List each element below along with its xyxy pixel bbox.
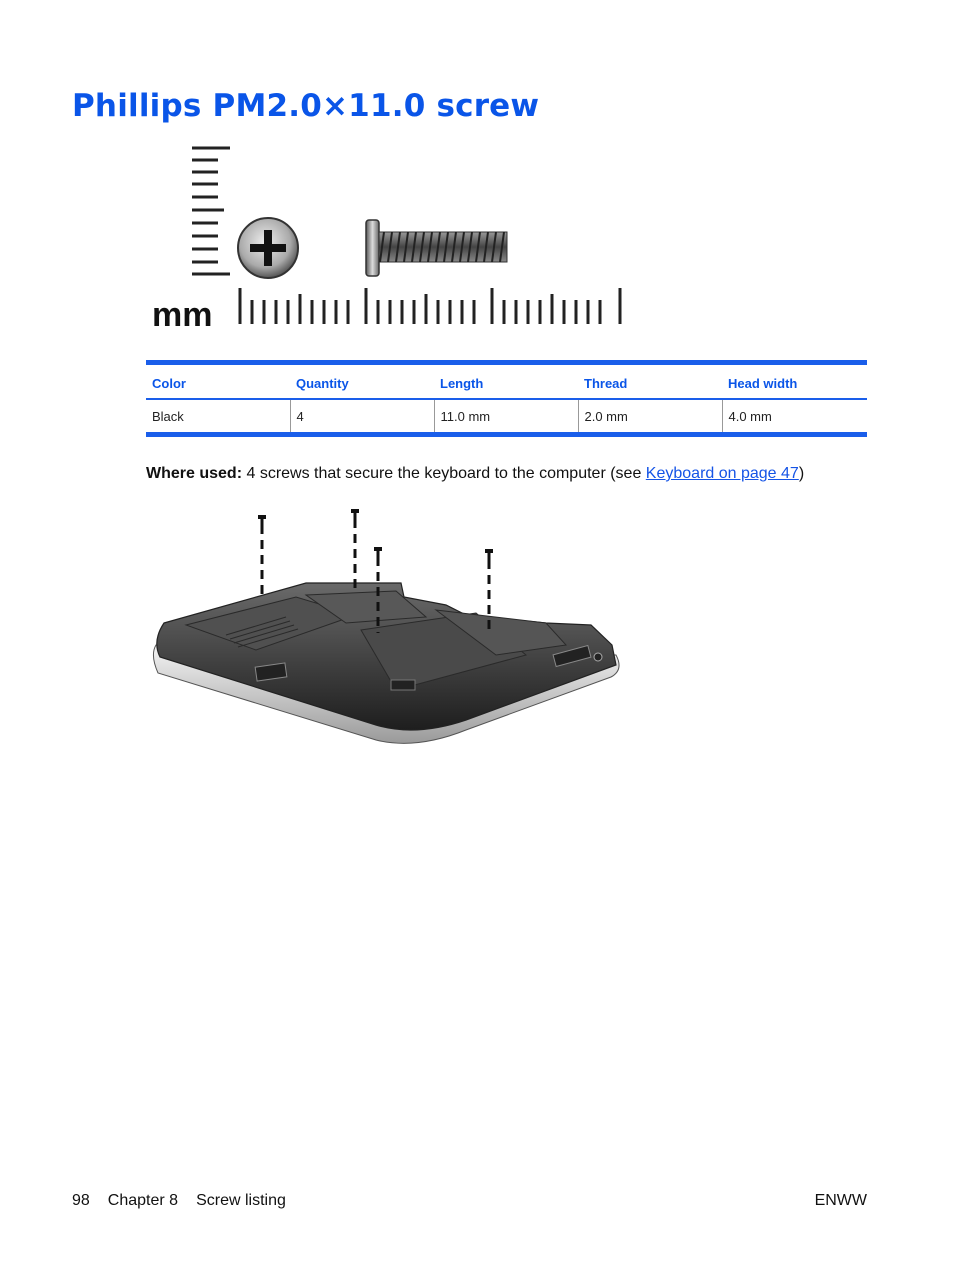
table-row (146, 399, 867, 435)
footer-left (72, 1192, 286, 1210)
laptop-illustration (146, 505, 626, 755)
screw-side-icon (366, 220, 507, 276)
mm-label: mm (152, 296, 213, 334)
chapter-label: Chapter 8 (107, 1192, 179, 1209)
vertical-scale (192, 148, 230, 274)
page-number: 98 (72, 1192, 90, 1209)
cell-head-width: 4.0 mm (722, 399, 867, 435)
cell-quantity: 4 (290, 399, 434, 435)
header-thread: Thread (578, 363, 722, 400)
keyboard-page-link[interactable]: Keyboard on page 47 (645, 465, 799, 482)
where-used-close: ) (798, 465, 805, 482)
where-used-label: Where used: (146, 465, 243, 482)
section-label: Screw listing (196, 1192, 286, 1209)
cell-thread: 2.0 mm (578, 399, 722, 435)
page-title: Phillips PM2.0×11.0 screw (72, 88, 540, 124)
where-used-text: 4 screws that secure the keyboard to the computer (see (246, 465, 642, 482)
horizontal-scale (240, 288, 620, 324)
footer-right: ENWW (814, 1192, 867, 1209)
cell-length: 11.0 mm (434, 399, 578, 435)
header-color: Color (146, 363, 290, 400)
cell-color: Black (152, 409, 184, 424)
table-header-row (146, 363, 867, 400)
phillips-head-icon (238, 218, 298, 278)
screw-illustration (146, 140, 626, 340)
screw-icons (258, 509, 493, 563)
header-quantity: Quantity (290, 363, 434, 400)
where-used-paragraph (146, 465, 804, 483)
header-length: Length (434, 363, 578, 400)
header-head-width: Head width (722, 363, 867, 400)
screw-spec-table (146, 360, 867, 437)
